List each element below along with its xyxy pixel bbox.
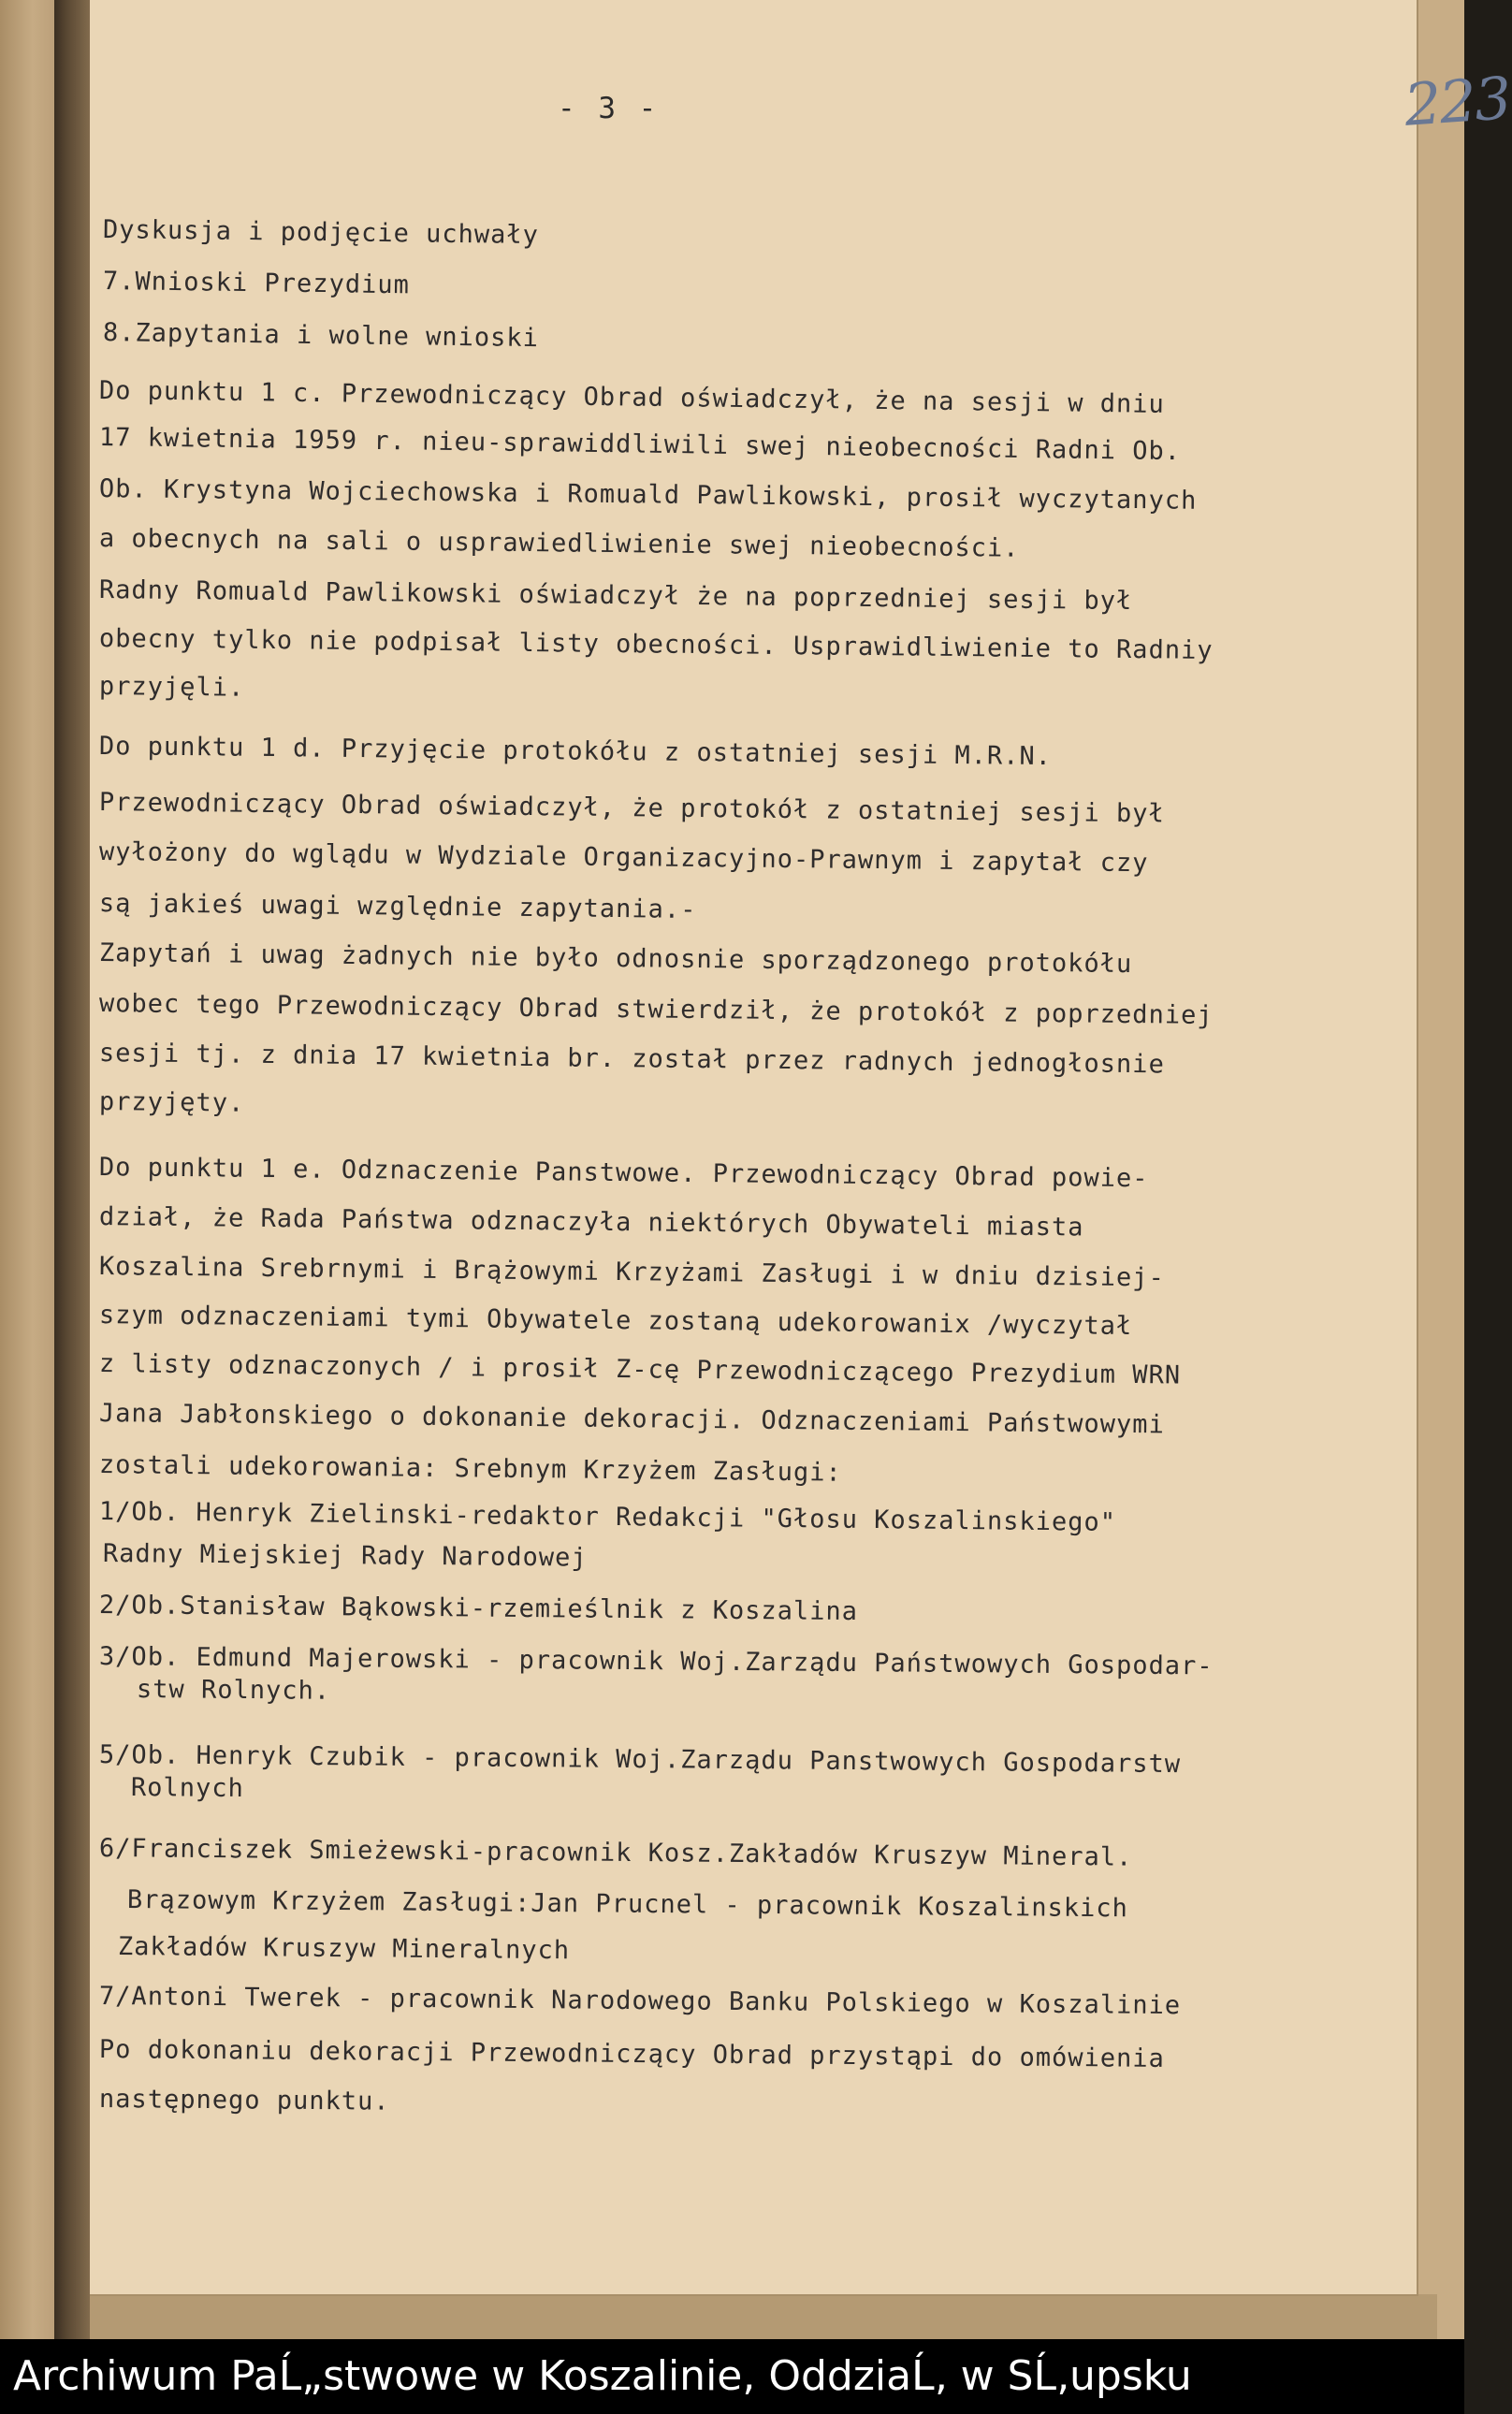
page-edge [1418,0,1464,2339]
typed-line: a obecnych na sali o usprawiedliwienie swej nieobecności. [98,524,1020,563]
typed-line: Po dokonaniu dekoracji Przewodniczący Obrad przystąpi do omówienia [98,2035,1165,2073]
typed-line: Koszalina Srebrnymi i Brążowymi Krzyżami Zasługi i w dniu dzisiej- [98,1252,1165,1293]
folio-number: 223 [1402,64,1512,139]
typed-line: przyjęli. [98,672,245,703]
typed-line: sesji tj. z dnia 17 kwietnia br. został przez radnych jednogłosnie [98,1039,1165,1080]
typed-page [90,0,1512,2296]
typed-line: wyłożony do wglądu w Wydziale Organizacyjno-Prawnym i zapytał czy [98,837,1149,879]
typed-line: Zakładów Kruszyw Mineralnych [117,1932,571,1966]
typed-line: 5/Ob. Henryk Czubik - pracownik Woj.Zarządu Panstwowych Gospodarstw [98,1740,1182,1780]
page-number: - 3 - [558,92,660,125]
typed-line: Dyskusja i podjęcie uchwały [102,215,540,251]
typed-line: Brązowym Krzyżem Zasługi:Jan Prucnel - pracownik Koszalinskich [126,1885,1128,1924]
typed-line: Rolnych [130,1773,244,1804]
typed-line: 7.Wnioski Prezydium [102,267,411,300]
typed-line: następnego punktu. [98,2085,390,2116]
typed-line: 2/Ob.Stanisław Bąkowski-rzemieślnik z Koszalina [98,1591,859,1627]
typed-line: szym odznaczeniami tymi Obywatele zostaną udekorowanix /wyczytał [98,1301,1133,1342]
typed-line: Radny Miejskiej Rady Narodowej [102,1539,588,1573]
typed-line: Jana Jabłonskiego o dokonanie dekoracji. Odznaczeniami Państwowymi [98,1399,1165,1440]
archive-footer-text: Archiwum PaĹ„stwowe w Koszalinie, OddziaĹ‚ w SĹ‚upsku [13,2352,1192,2400]
typed-line: Ob. Krystyna Wojciechowska i Romuald Pawlikowski, prosił wyczytanych [98,474,1198,516]
typed-line: 1/Ob. Henryk Zielinski-redaktor Redakcji "Głosu Koszalinskiego" [98,1497,1117,1537]
typed-line: wobec tego Przewodniczący Obrad stwierdził, że protokół z poprzedniej [98,989,1214,1030]
typed-line: są jakieś uwagi względnie zapytania.- [98,889,697,924]
typed-line: 6/Franciszek Smieżewski-pracownik Kosz.Zakładów Kruszyw Mineral. [98,1834,1133,1872]
typed-line: 17 kwietnia 1959 r. nieu-sprawiddliwili swej nieobecności Radni Ob. [98,423,1182,467]
typed-line: zostali udekorowania: Srebnym Krzyżem Zasługi: [98,1450,842,1488]
typed-line: 7/Antoni Twerek - pracownik Narodowego Banku Polskiego w Koszalinie [98,1982,1182,2021]
typed-line: 8.Zapytania i wolne wnioski [102,318,540,354]
typed-line: przyjęty. [98,1087,245,1118]
underlying-page [90,2294,1437,2339]
typed-line: obecny tylko nie podpisał listy obecności. Usprawidliwienie to Radniy [98,624,1214,665]
typed-line: Do punktu 1 c. Przewodniczący Obrad oświadczył, że na sesji w dniu [98,376,1165,419]
typed-line: 3/Ob. Edmund Majerowski - pracownik Woj.Zarządu Państwowych Gospodar- [98,1642,1214,1681]
binding-edge [0,0,54,2339]
typed-line: Do punktu 1 e. Odznaczenie Panstwowe. Przewodniczący Obrad powie- [98,1153,1149,1194]
typed-line: stw Rolnych. [136,1675,331,1706]
typed-line: Radny Romuald Pawlikowski oświadczył że na poprzedniej sesji był [98,575,1133,617]
typed-line: Do punktu 1 d. Przyjęcie protokółu z ostatniej sesji M.R.N. [98,732,1053,772]
typed-line: Przewodniczący Obrad oświadczył, że protokół z ostatniej sesji był [98,788,1165,829]
typed-line: z listy odznaczonych / i prosił Z-cę Przewodniczącego Prezydium WRN [98,1349,1182,1390]
archive-footer [0,2339,1464,2414]
typed-line: dział, że Rada Państwa odznaczyła niektórych Obywateli miasta [98,1202,1084,1243]
typed-line: Zapytań i uwag żadnych nie było odnosnie sporządzonego protokółu [98,938,1133,980]
